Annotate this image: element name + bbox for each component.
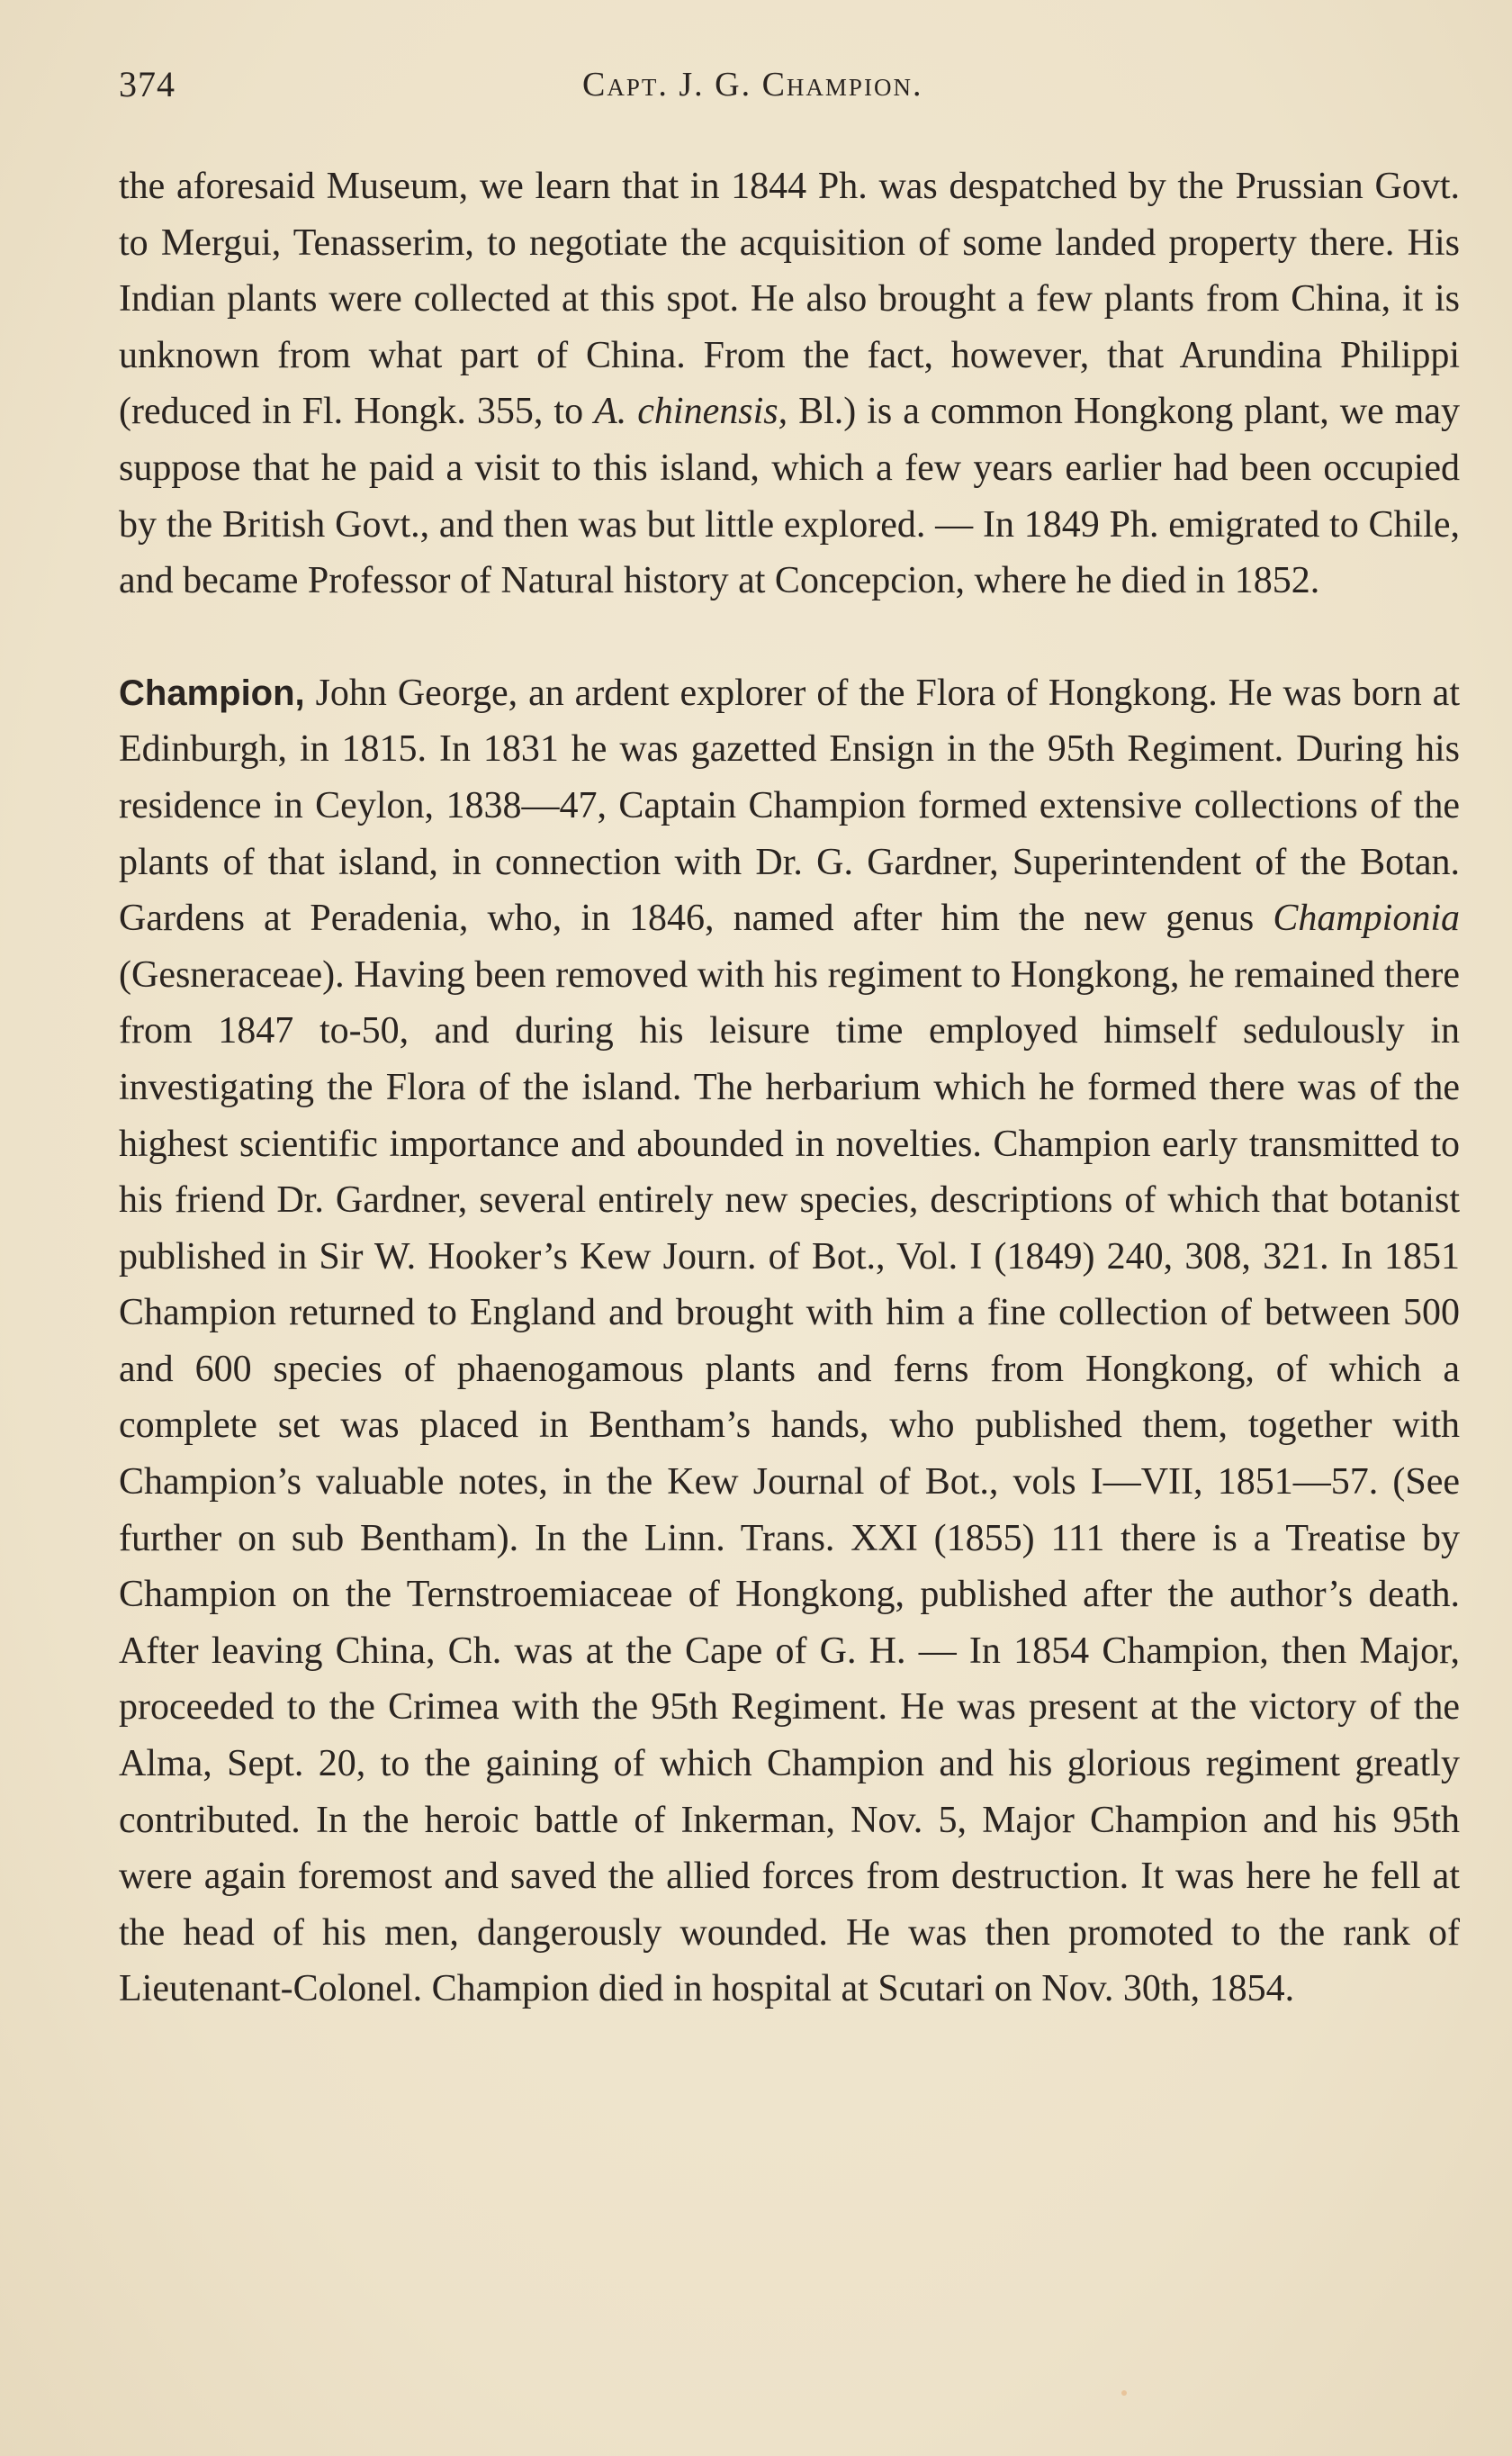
italic-genus-name: Championia <box>1273 898 1460 940</box>
paragraph-text: the aforesaid Museum, we learn that in 1844 Ph. was despatched by the Prussian Govt. to Mergui, Tenasserim, to negotiate the acquisition of some landed property there. His Indian plants were collected at this spot. He also brought a few plants from China, it is unknown from what part of China. From the fact, however, that Arundina Philippi (reduced in Fl. Hongk. 355, to <box>119 166 1460 433</box>
italic-species-name: A. chinensis, <box>594 391 788 433</box>
paragraph-champion-entry <box>119 665 1460 2018</box>
body-text <box>119 158 1460 2018</box>
entry-heading: Champion, <box>119 673 305 713</box>
paragraph-text: John George, an ardent explorer of the Flora of Hongkong. He was born at Edinburgh, in 1815. In 1831 he was gazetted Ensign in the 95th Regiment. During his residence in Ceylon, 1838—47, Captain Champion formed extensive collections of the plants of that island, in connection with Dr. G. Gardner, Superintendent of the Botan. Gardens at Peradenia, who, in 1846, named after him the new genus <box>119 672 1460 940</box>
page-header <box>119 63 1460 117</box>
running-head: Capt. J. G. Champion. <box>582 66 923 104</box>
paragraph-text: (Gesneraceae). Having been removed with his regiment to Hongkong, he remained there from 1847 to-50, and during his leisure time employed himself sedulously in investigating the Flora of the island. The herbarium which he formed there was of the highest scientific importance and abounded in novelties. Champion early transmitted to his friend Dr. Gardner, several entirely new species, descriptions of which that botanist published in Sir W. Hooker’s Kew Journ. of Bot., Vol. I (1849) 240, 308, 321. In 1851 Champion returned to England and brought with him a fine collection of between 500 and 600 species of phaenogamous plants and ferns from Hongkong, of which a complete set was placed in Bentham’s hands, who published them, together with Champion’s valuable notes, in the Kew Journal of Bot., vols I—VII, 1851—57. (See further on sub Bentham). In the Linn. Trans. XXI (1855) 111 there is a Treatise by Champion on the Ternstroemiaceae of Hongkong, published after the author’s death. After leaving China, Ch. was at the Cape of G. H. — In 1854 Champion, then Major, proceeded to the Crimea with the 95th Regiment. He was present at the victory of the Alma, Sept. 20, to the gaining of which Champion and his glorious regiment greatly contributed. In the heroic battle of Inkerman, Nov. 5, Major Champion and his 95th were again foremost and saved the allied forces from destruction. It was here he fell at the head of his men, dangerously wounded. He was then promoted to the rank of Lieutenant-Colonel. Champion died in hospital at Scutari on Nov. 30th, 1854. <box>119 953 1460 2010</box>
paragraph-text: Bl.) is a common Hongkong plant, we may suppose that he paid a visit to this island, which a few years earlier had been occupied by the British Govt., and then was but little explored. — In 1849 Ph. emigrated to Chile, and became Professor of Natural history at Concepcion, where he died in 1852. <box>119 391 1460 602</box>
paragraph-philippi-continuation <box>119 158 1460 609</box>
page-number: 374 <box>119 64 176 104</box>
paper-spot <box>1121 2390 1127 2396</box>
